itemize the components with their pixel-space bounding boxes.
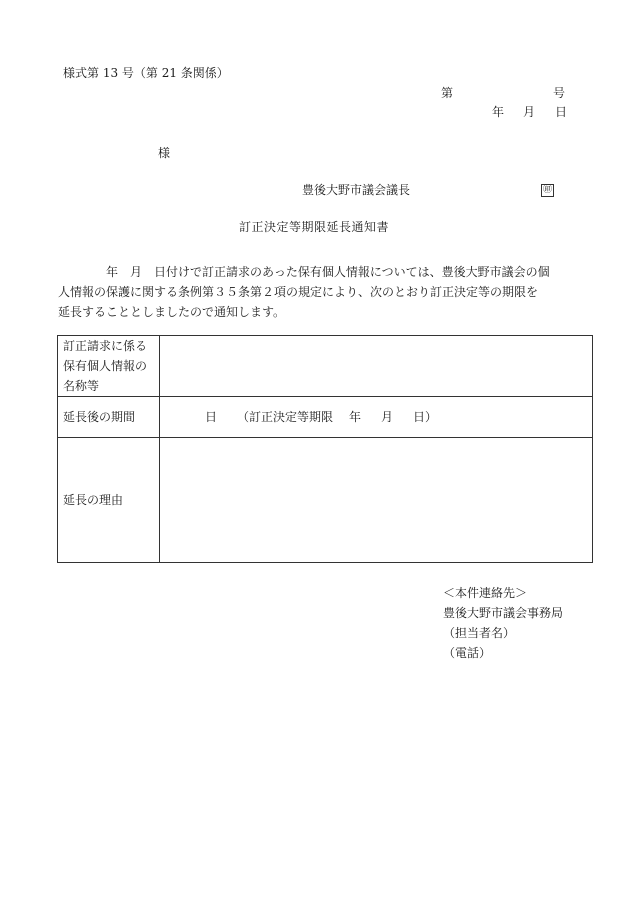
- contact-heading: ＜本件連絡先＞: [443, 586, 528, 600]
- contact-block: [443, 583, 563, 663]
- table-row-target: [58, 336, 593, 397]
- contact-person: （担当者名）: [443, 626, 516, 640]
- form-number: 様式第 13 号（第 21 条関係）: [63, 66, 229, 80]
- body-line: 年 月 日付けで訂正請求のあった保有個人情報については、豊後大野市議会の個: [58, 265, 550, 279]
- target-label-line: 名称等: [63, 379, 100, 393]
- document-number-prefix: 第: [441, 86, 454, 100]
- period-day: 日: [205, 410, 218, 424]
- contact-phone: （電話）: [443, 646, 492, 660]
- notice-table: [57, 335, 593, 563]
- date-day: 日: [555, 105, 568, 119]
- target-label-line: 訂正請求に係る: [63, 339, 148, 353]
- table-row-period: [58, 397, 593, 438]
- target-label-cell: [58, 336, 160, 397]
- period-year: 年: [349, 410, 362, 424]
- contact-office: 豊後大野市議会事務局: [443, 606, 564, 620]
- document-number-suffix: 号: [553, 86, 566, 100]
- recipient-honorific: 様: [158, 146, 171, 160]
- period-end: 日）: [413, 410, 438, 424]
- target-label-line: 保有個人情報の: [63, 359, 148, 373]
- date-month: 月: [523, 105, 536, 119]
- body-paragraph: [58, 262, 568, 322]
- reason-label-cell: 延長の理由: [58, 438, 160, 563]
- date-year: 年: [492, 105, 505, 119]
- document-title: 訂正決定等期限延長通知書: [239, 220, 390, 234]
- period-deadline-label: （訂正決定等期限: [237, 410, 334, 424]
- period-label-cell: 延長後の期間: [58, 397, 160, 438]
- table-row-reason: [58, 438, 593, 563]
- body-line: 延長することとしましたので通知します。: [58, 305, 286, 319]
- seal-icon: ㊞: [543, 185, 553, 195]
- period-month: 月: [381, 410, 394, 424]
- body-line: 人情報の保護に関する条例第３５条第２項の規定により、次のとおり訂正決定等の期限を: [58, 285, 539, 299]
- target-value-cell[interactable]: [160, 336, 593, 397]
- reason-value-cell[interactable]: [160, 438, 593, 563]
- period-value-cell[interactable]: [160, 397, 593, 438]
- sender-name: 豊後大野市議会議長: [302, 183, 411, 197]
